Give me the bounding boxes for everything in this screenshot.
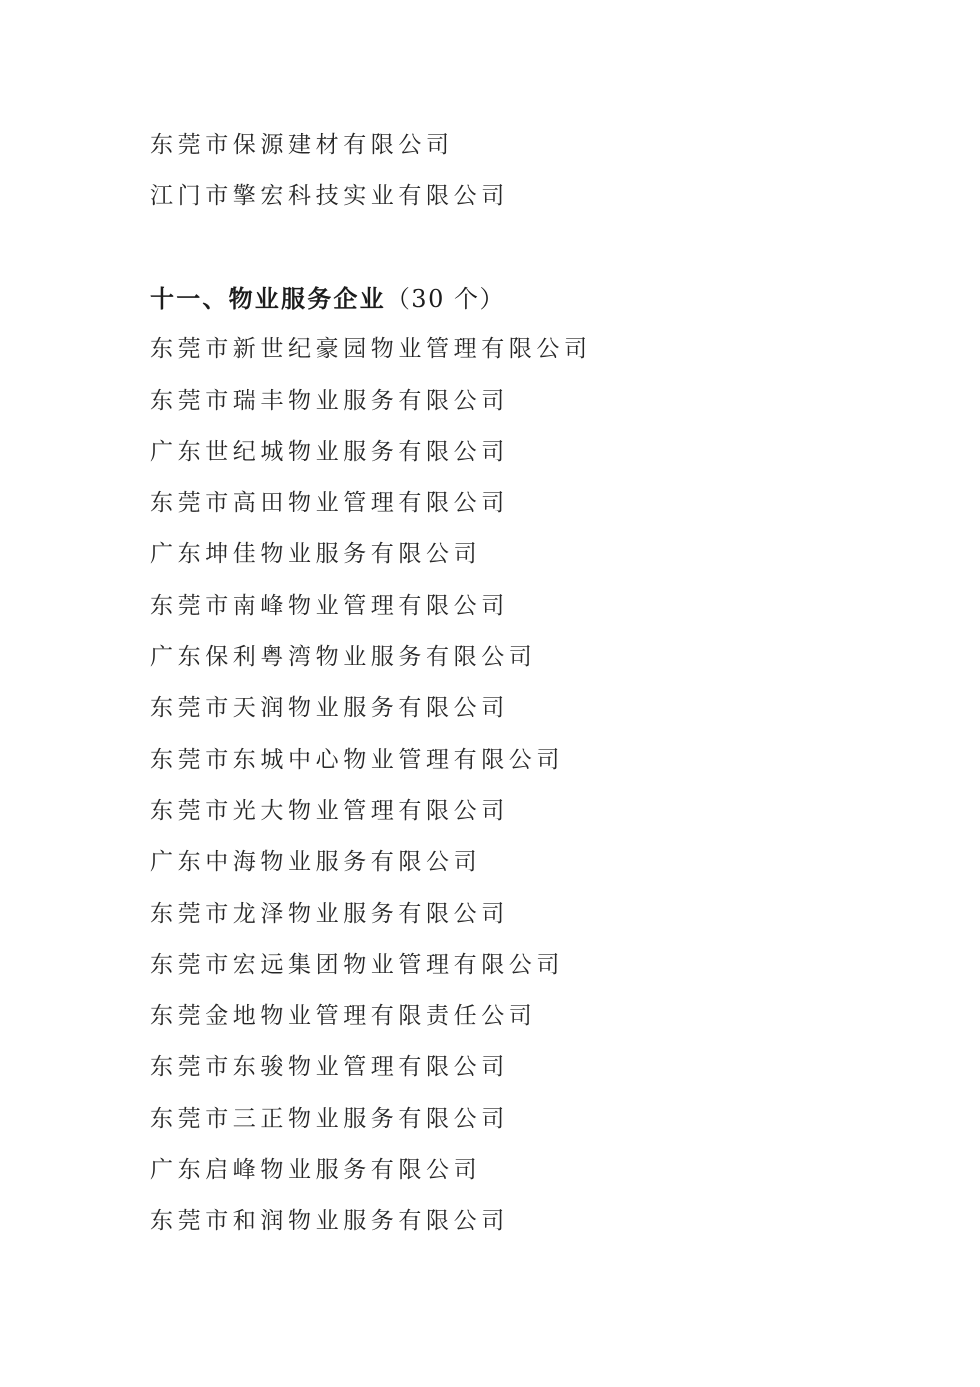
company-line: 东莞市三正物业服务有限公司	[150, 1105, 509, 1132]
company-line: 江门市擎宏科技实业有限公司	[150, 183, 509, 210]
company-line: 东莞市东城中心物业管理有限公司	[150, 746, 564, 773]
company-line: 东莞市和润物业服务有限公司	[150, 1208, 509, 1235]
company-line: 广东保利粤湾物业服务有限公司	[150, 644, 537, 671]
company-line: 东莞市高田物业管理有限公司	[150, 490, 509, 517]
company-line: 广东中海物业服务有限公司	[150, 849, 482, 876]
company-line: 东莞市南峰物业管理有限公司	[150, 592, 509, 619]
section-property-services	[150, 273, 910, 1248]
company-line: 东莞市龙泽物业服务有限公司	[150, 900, 509, 927]
company-line: 东莞市新世纪豪园物业管理有限公司	[150, 336, 592, 363]
company-line: 东莞市瑞丰物业服务有限公司	[150, 387, 509, 414]
company-line: 东莞市宏远集团物业管理有限公司	[150, 951, 564, 978]
company-line: 东莞市光大物业管理有限公司	[150, 797, 509, 824]
previous-section-list	[150, 120, 910, 223]
company-line: 东莞市东骏物业管理有限公司	[150, 1054, 509, 1081]
company-line: 广东启峰物业服务有限公司	[150, 1157, 482, 1184]
section-heading	[150, 273, 910, 324]
company-line: 广东世纪城物业服务有限公司	[150, 438, 509, 465]
section-heading-title: 十一、物业服务企业	[150, 284, 386, 313]
section-heading-count: （30 个）	[385, 285, 505, 313]
company-line: 东莞市保源建材有限公司	[150, 132, 454, 158]
company-line: 广东坤佳物业服务有限公司	[150, 541, 482, 568]
company-line: 东莞市天润物业服务有限公司	[150, 695, 509, 722]
company-line: 东莞金地物业管理有限责任公司	[150, 1003, 537, 1030]
